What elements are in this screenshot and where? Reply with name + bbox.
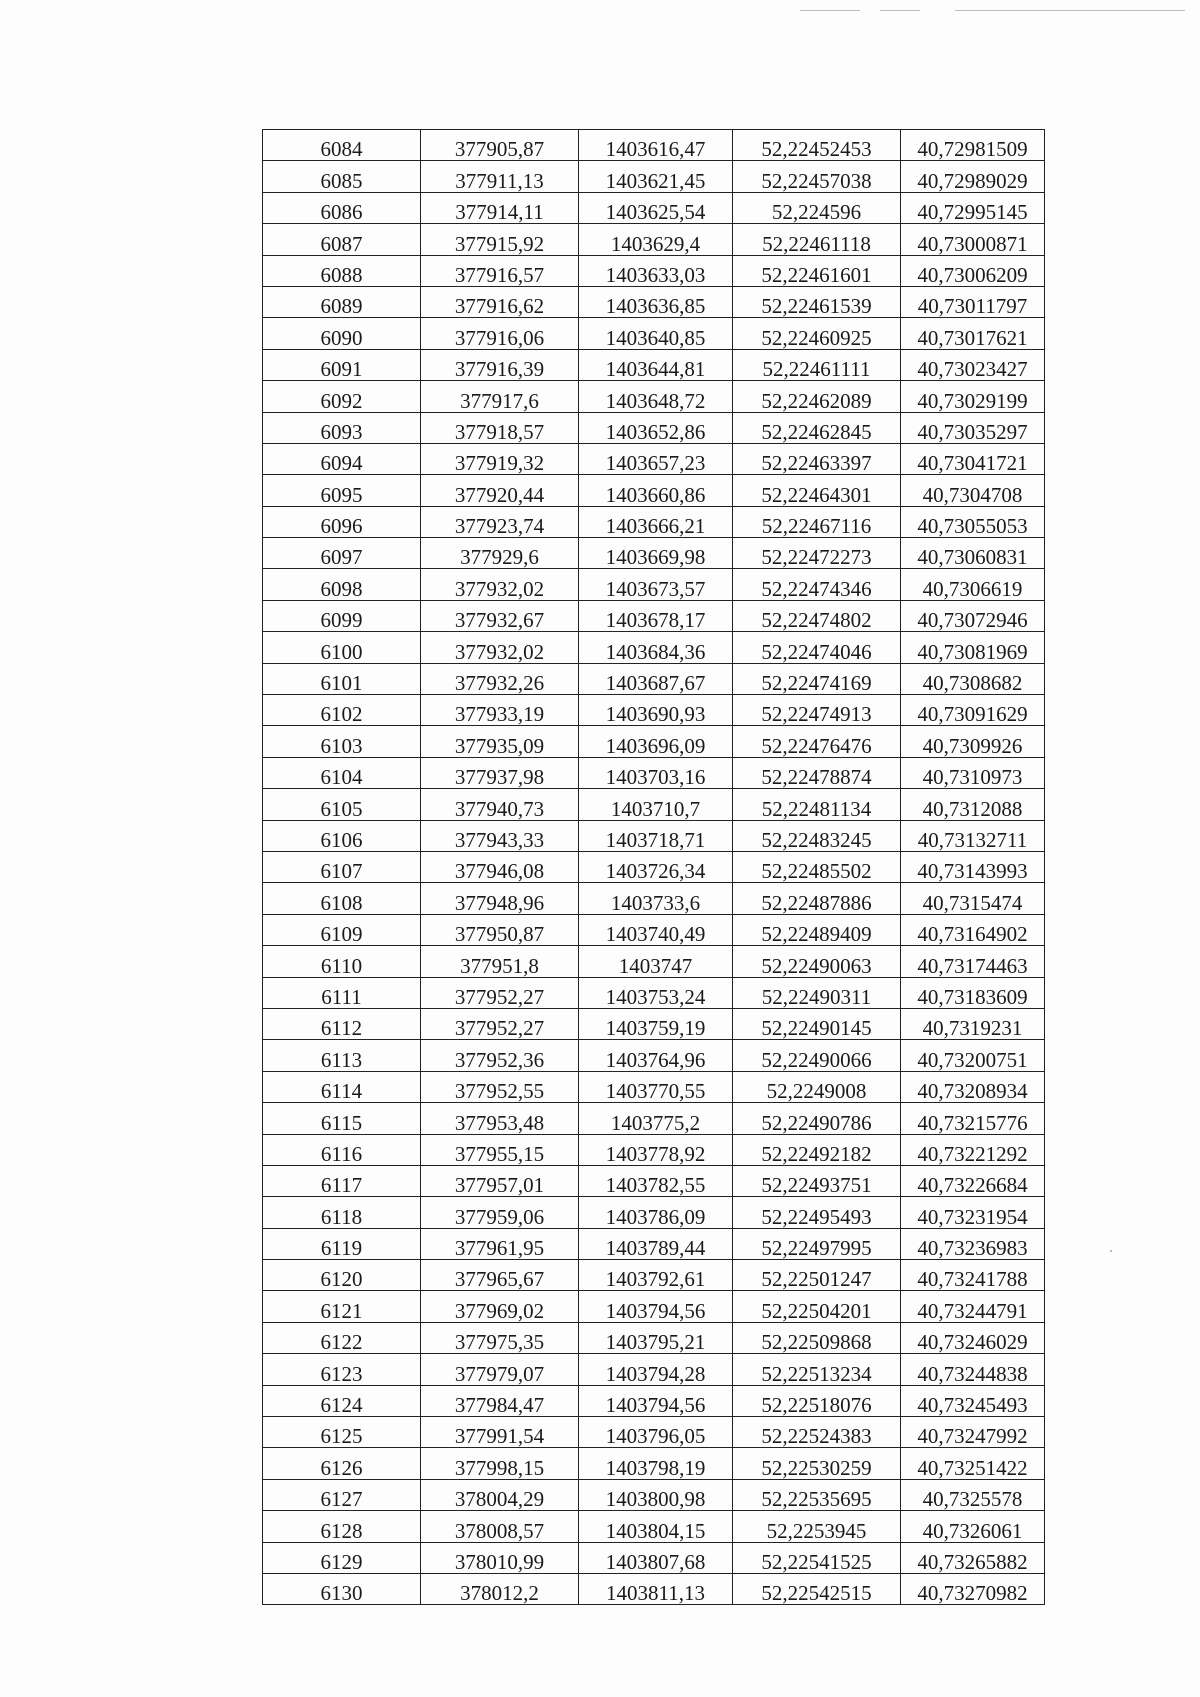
point-number-cell: 6111: [263, 977, 421, 1008]
table-row: [263, 1479, 1045, 1510]
longitude-cell: 40,73143993: [901, 851, 1045, 882]
longitude-cell: 40,73208934: [901, 1071, 1045, 1102]
y-coordinate-cell: 1403621,45: [579, 161, 733, 192]
table-row: [263, 161, 1045, 192]
table-row: [263, 1448, 1045, 1479]
x-coordinate-cell: 377932,67: [421, 600, 579, 631]
y-coordinate-cell: 1403775,2: [579, 1103, 733, 1134]
latitude-cell: 52,22474046: [733, 632, 901, 663]
x-coordinate-cell: 377916,06: [421, 318, 579, 349]
y-coordinate-cell: 1403710,7: [579, 789, 733, 820]
y-coordinate-cell: 1403652,86: [579, 412, 733, 443]
y-coordinate-cell: 1403794,56: [579, 1385, 733, 1416]
x-coordinate-cell: 377961,95: [421, 1228, 579, 1259]
point-number-cell: 6120: [263, 1260, 421, 1291]
point-number-cell: 6106: [263, 820, 421, 851]
table-row: [263, 192, 1045, 223]
table-row: [263, 789, 1045, 820]
x-coordinate-cell: 377952,27: [421, 977, 579, 1008]
table-row: [263, 1542, 1045, 1573]
longitude-cell: 40,72989029: [901, 161, 1045, 192]
latitude-cell: 52,22483245: [733, 820, 901, 851]
x-coordinate-cell: 377965,67: [421, 1260, 579, 1291]
y-coordinate-cell: 1403703,16: [579, 757, 733, 788]
x-coordinate-cell: 377935,09: [421, 726, 579, 757]
point-number-cell: 6126: [263, 1448, 421, 1479]
longitude-cell: 40,73055053: [901, 506, 1045, 537]
longitude-cell: 40,73006209: [901, 255, 1045, 286]
longitude-cell: 40,73174463: [901, 946, 1045, 977]
longitude-cell: 40,73231954: [901, 1197, 1045, 1228]
latitude-cell: 52,22541525: [733, 1542, 901, 1573]
point-number-cell: 6101: [263, 663, 421, 694]
latitude-cell: 52,22487886: [733, 883, 901, 914]
latitude-cell: 52,22513234: [733, 1354, 901, 1385]
point-number-cell: 6096: [263, 506, 421, 537]
latitude-cell: 52,22497995: [733, 1228, 901, 1259]
table-row: [263, 381, 1045, 412]
table-row: [263, 1134, 1045, 1165]
point-number-cell: 6105: [263, 789, 421, 820]
y-coordinate-cell: 1403673,57: [579, 569, 733, 600]
y-coordinate-cell: 1403633,03: [579, 255, 733, 286]
y-coordinate-cell: 1403648,72: [579, 381, 733, 412]
point-number-cell: 6128: [263, 1511, 421, 1542]
latitude-cell: 52,22474346: [733, 569, 901, 600]
x-coordinate-cell: 377953,48: [421, 1103, 579, 1134]
point-number-cell: 6127: [263, 1479, 421, 1510]
x-coordinate-cell: 378004,29: [421, 1479, 579, 1510]
latitude-cell: 52,22489409: [733, 914, 901, 945]
latitude-cell: 52,22485502: [733, 851, 901, 882]
y-coordinate-cell: 1403794,56: [579, 1291, 733, 1322]
x-coordinate-cell: 377914,11: [421, 192, 579, 223]
longitude-cell: 40,73247992: [901, 1417, 1045, 1448]
y-coordinate-cell: 1403696,09: [579, 726, 733, 757]
x-coordinate-cell: 377950,87: [421, 914, 579, 945]
table-row: [263, 726, 1045, 757]
table-row: [263, 1385, 1045, 1416]
y-coordinate-cell: 1403669,98: [579, 538, 733, 569]
x-coordinate-cell: 377975,35: [421, 1322, 579, 1353]
y-coordinate-cell: 1403616,47: [579, 130, 733, 161]
y-coordinate-cell: 1403678,17: [579, 600, 733, 631]
y-coordinate-cell: 1403796,05: [579, 1417, 733, 1448]
latitude-cell: 52,22504201: [733, 1291, 901, 1322]
x-coordinate-cell: 377952,27: [421, 1008, 579, 1039]
x-coordinate-cell: 377955,15: [421, 1134, 579, 1165]
longitude-cell: 40,7326061: [901, 1511, 1045, 1542]
longitude-cell: 40,73245493: [901, 1385, 1045, 1416]
latitude-cell: 52,22464301: [733, 475, 901, 506]
y-coordinate-cell: 1403657,23: [579, 443, 733, 474]
table-row: [263, 1511, 1045, 1542]
point-number-cell: 6088: [263, 255, 421, 286]
y-coordinate-cell: 1403660,86: [579, 475, 733, 506]
latitude-cell: 52,22474913: [733, 695, 901, 726]
table-row: [263, 977, 1045, 1008]
y-coordinate-cell: 1403733,6: [579, 883, 733, 914]
x-coordinate-cell: 377969,02: [421, 1291, 579, 1322]
table-row: [263, 1040, 1045, 1071]
x-coordinate-cell: 377920,44: [421, 475, 579, 506]
point-number-cell: 6116: [263, 1134, 421, 1165]
longitude-cell: 40,7312088: [901, 789, 1045, 820]
latitude-cell: 52,22490063: [733, 946, 901, 977]
table-row: [263, 506, 1045, 537]
point-number-cell: 6087: [263, 224, 421, 255]
y-coordinate-cell: 1403782,55: [579, 1165, 733, 1196]
longitude-cell: 40,73226684: [901, 1165, 1045, 1196]
latitude-cell: 52,22474802: [733, 600, 901, 631]
point-number-cell: 6093: [263, 412, 421, 443]
point-number-cell: 6119: [263, 1228, 421, 1259]
x-coordinate-cell: 377984,47: [421, 1385, 579, 1416]
x-coordinate-cell: 378008,57: [421, 1511, 579, 1542]
longitude-cell: 40,73221292: [901, 1134, 1045, 1165]
point-number-cell: 6110: [263, 946, 421, 977]
x-coordinate-cell: 377943,33: [421, 820, 579, 851]
x-coordinate-cell: 378012,2: [421, 1573, 579, 1604]
longitude-cell: 40,73041721: [901, 443, 1045, 474]
y-coordinate-cell: 1403811,13: [579, 1573, 733, 1604]
scan-mark: [1110, 1250, 1112, 1252]
point-number-cell: 6099: [263, 600, 421, 631]
point-number-cell: 6094: [263, 443, 421, 474]
coordinates-table-body: [263, 130, 1045, 1605]
x-coordinate-cell: 377933,19: [421, 695, 579, 726]
latitude-cell: 52,22490311: [733, 977, 901, 1008]
longitude-cell: 40,73164902: [901, 914, 1045, 945]
longitude-cell: 40,7304708: [901, 475, 1045, 506]
latitude-cell: 52,22476476: [733, 726, 901, 757]
latitude-cell: 52,22478874: [733, 757, 901, 788]
x-coordinate-cell: 377948,96: [421, 883, 579, 914]
x-coordinate-cell: 377957,01: [421, 1165, 579, 1196]
scan-mark: [800, 10, 860, 11]
table-row: [263, 1573, 1045, 1604]
longitude-cell: 40,72995145: [901, 192, 1045, 223]
latitude-cell: 52,22509868: [733, 1322, 901, 1353]
x-coordinate-cell: 377940,73: [421, 789, 579, 820]
y-coordinate-cell: 1403764,96: [579, 1040, 733, 1071]
longitude-cell: 40,73244838: [901, 1354, 1045, 1385]
y-coordinate-cell: 1403795,21: [579, 1322, 733, 1353]
table-row: [263, 569, 1045, 600]
longitude-cell: 40,7306619: [901, 569, 1045, 600]
x-coordinate-cell: 377917,6: [421, 381, 579, 412]
point-number-cell: 6089: [263, 286, 421, 317]
point-number-cell: 6097: [263, 538, 421, 569]
x-coordinate-cell: 377932,26: [421, 663, 579, 694]
latitude-cell: 52,22457038: [733, 161, 901, 192]
longitude-cell: 40,73244791: [901, 1291, 1045, 1322]
table-row: [263, 1417, 1045, 1448]
point-number-cell: 6090: [263, 318, 421, 349]
y-coordinate-cell: 1403800,98: [579, 1479, 733, 1510]
longitude-cell: 40,7309926: [901, 726, 1045, 757]
table-row: [263, 1103, 1045, 1134]
longitude-cell: 40,73023427: [901, 349, 1045, 380]
point-number-cell: 6104: [263, 757, 421, 788]
y-coordinate-cell: 1403740,49: [579, 914, 733, 945]
latitude-cell: 52,22463397: [733, 443, 901, 474]
table-row: [263, 286, 1045, 317]
scan-mark: [955, 10, 1185, 11]
table-row: [263, 695, 1045, 726]
table-row: [263, 757, 1045, 788]
latitude-cell: 52,224596: [733, 192, 901, 223]
scan-mark: [880, 10, 920, 11]
table-row: [263, 538, 1045, 569]
latitude-cell: 52,22542515: [733, 1573, 901, 1604]
table-row: [263, 663, 1045, 694]
point-number-cell: 6117: [263, 1165, 421, 1196]
point-number-cell: 6125: [263, 1417, 421, 1448]
table-row: [263, 224, 1045, 255]
longitude-cell: 40,73091629: [901, 695, 1045, 726]
y-coordinate-cell: 1403804,15: [579, 1511, 733, 1542]
latitude-cell: 52,22452453: [733, 130, 901, 161]
point-number-cell: 6086: [263, 192, 421, 223]
x-coordinate-cell: 377952,36: [421, 1040, 579, 1071]
point-number-cell: 6095: [263, 475, 421, 506]
point-number-cell: 6115: [263, 1103, 421, 1134]
point-number-cell: 6091: [263, 349, 421, 380]
table-row: [263, 1354, 1045, 1385]
x-coordinate-cell: 377959,06: [421, 1197, 579, 1228]
table-row: [263, 1322, 1045, 1353]
x-coordinate-cell: 377932,02: [421, 569, 579, 600]
longitude-cell: 40,73060831: [901, 538, 1045, 569]
y-coordinate-cell: 1403770,55: [579, 1071, 733, 1102]
y-coordinate-cell: 1403726,34: [579, 851, 733, 882]
y-coordinate-cell: 1403786,09: [579, 1197, 733, 1228]
latitude-cell: 52,2249008: [733, 1071, 901, 1102]
latitude-cell: 52,22462845: [733, 412, 901, 443]
longitude-cell: 40,73132711: [901, 820, 1045, 851]
point-number-cell: 6098: [263, 569, 421, 600]
latitude-cell: 52,22462089: [733, 381, 901, 412]
x-coordinate-cell: 377991,54: [421, 1417, 579, 1448]
longitude-cell: 40,7319231: [901, 1008, 1045, 1039]
y-coordinate-cell: 1403794,28: [579, 1354, 733, 1385]
point-number-cell: 6109: [263, 914, 421, 945]
table-row: [263, 130, 1045, 161]
longitude-cell: 40,73265882: [901, 1542, 1045, 1573]
latitude-cell: 52,22461601: [733, 255, 901, 286]
point-number-cell: 6085: [263, 161, 421, 192]
latitude-cell: 52,22467116: [733, 506, 901, 537]
latitude-cell: 52,22530259: [733, 1448, 901, 1479]
table-row: [263, 1291, 1045, 1322]
table-row: [263, 883, 1045, 914]
longitude-cell: 40,73200751: [901, 1040, 1045, 1071]
longitude-cell: 40,7315474: [901, 883, 1045, 914]
latitude-cell: 52,22535695: [733, 1479, 901, 1510]
table-row: [263, 851, 1045, 882]
x-coordinate-cell: 377998,15: [421, 1448, 579, 1479]
point-number-cell: 6130: [263, 1573, 421, 1604]
y-coordinate-cell: 1403792,61: [579, 1260, 733, 1291]
latitude-cell: 52,22501247: [733, 1260, 901, 1291]
longitude-cell: 40,73270982: [901, 1573, 1045, 1604]
x-coordinate-cell: 377946,08: [421, 851, 579, 882]
point-number-cell: 6129: [263, 1542, 421, 1573]
y-coordinate-cell: 1403636,85: [579, 286, 733, 317]
point-number-cell: 6112: [263, 1008, 421, 1039]
table-row: [263, 1260, 1045, 1291]
table-row: [263, 1008, 1045, 1039]
point-number-cell: 6102: [263, 695, 421, 726]
latitude-cell: 52,22460925: [733, 318, 901, 349]
x-coordinate-cell: 377916,57: [421, 255, 579, 286]
latitude-cell: 52,22518076: [733, 1385, 901, 1416]
latitude-cell: 52,2253945: [733, 1511, 901, 1542]
y-coordinate-cell: 1403625,54: [579, 192, 733, 223]
longitude-cell: 40,7308682: [901, 663, 1045, 694]
latitude-cell: 52,22474169: [733, 663, 901, 694]
table-row: [263, 914, 1045, 945]
y-coordinate-cell: 1403778,92: [579, 1134, 733, 1165]
x-coordinate-cell: 377916,62: [421, 286, 579, 317]
x-coordinate-cell: 377915,92: [421, 224, 579, 255]
x-coordinate-cell: 377929,6: [421, 538, 579, 569]
y-coordinate-cell: 1403753,24: [579, 977, 733, 1008]
latitude-cell: 52,22524383: [733, 1417, 901, 1448]
table-row: [263, 318, 1045, 349]
point-number-cell: 6107: [263, 851, 421, 882]
y-coordinate-cell: 1403684,36: [579, 632, 733, 663]
table-row: [263, 1197, 1045, 1228]
y-coordinate-cell: 1403798,19: [579, 1448, 733, 1479]
y-coordinate-cell: 1403640,85: [579, 318, 733, 349]
longitude-cell: 40,73011797: [901, 286, 1045, 317]
longitude-cell: 40,73251422: [901, 1448, 1045, 1479]
point-number-cell: 6108: [263, 883, 421, 914]
x-coordinate-cell: 377932,02: [421, 632, 579, 663]
point-number-cell: 6103: [263, 726, 421, 757]
y-coordinate-cell: 1403747: [579, 946, 733, 977]
y-coordinate-cell: 1403644,81: [579, 349, 733, 380]
longitude-cell: 40,73017621: [901, 318, 1045, 349]
x-coordinate-cell: 377952,55: [421, 1071, 579, 1102]
longitude-cell: 40,73081969: [901, 632, 1045, 663]
x-coordinate-cell: 377911,13: [421, 161, 579, 192]
table-row: [263, 600, 1045, 631]
y-coordinate-cell: 1403807,68: [579, 1542, 733, 1573]
table-row: [263, 255, 1045, 286]
latitude-cell: 52,22495493: [733, 1197, 901, 1228]
latitude-cell: 52,22481134: [733, 789, 901, 820]
longitude-cell: 40,73241788: [901, 1260, 1045, 1291]
y-coordinate-cell: 1403759,19: [579, 1008, 733, 1039]
table-row: [263, 1228, 1045, 1259]
latitude-cell: 52,22490786: [733, 1103, 901, 1134]
latitude-cell: 52,22492182: [733, 1134, 901, 1165]
longitude-cell: 40,72981509: [901, 130, 1045, 161]
x-coordinate-cell: 377923,74: [421, 506, 579, 537]
latitude-cell: 52,22461118: [733, 224, 901, 255]
longitude-cell: 40,7310973: [901, 757, 1045, 788]
longitude-cell: 40,73183609: [901, 977, 1045, 1008]
y-coordinate-cell: 1403718,71: [579, 820, 733, 851]
x-coordinate-cell: 377916,39: [421, 349, 579, 380]
y-coordinate-cell: 1403789,44: [579, 1228, 733, 1259]
x-coordinate-cell: 377919,32: [421, 443, 579, 474]
point-number-cell: 6084: [263, 130, 421, 161]
longitude-cell: 40,73215776: [901, 1103, 1045, 1134]
x-coordinate-cell: 377905,87: [421, 130, 579, 161]
y-coordinate-cell: 1403687,67: [579, 663, 733, 694]
latitude-cell: 52,22490145: [733, 1008, 901, 1039]
table-row: [263, 946, 1045, 977]
latitude-cell: 52,22461539: [733, 286, 901, 317]
longitude-cell: 40,73246029: [901, 1322, 1045, 1353]
longitude-cell: 40,73029199: [901, 381, 1045, 412]
point-number-cell: 6118: [263, 1197, 421, 1228]
table-row: [263, 349, 1045, 380]
longitude-cell: 40,7325578: [901, 1479, 1045, 1510]
latitude-cell: 52,22461111: [733, 349, 901, 380]
latitude-cell: 52,22490066: [733, 1040, 901, 1071]
table-row: [263, 475, 1045, 506]
y-coordinate-cell: 1403629,4: [579, 224, 733, 255]
table-row: [263, 1071, 1045, 1102]
point-number-cell: 6121: [263, 1291, 421, 1322]
table-row: [263, 1165, 1045, 1196]
y-coordinate-cell: 1403690,93: [579, 695, 733, 726]
longitude-cell: 40,73035297: [901, 412, 1045, 443]
point-number-cell: 6124: [263, 1385, 421, 1416]
latitude-cell: 52,22472273: [733, 538, 901, 569]
point-number-cell: 6100: [263, 632, 421, 663]
table-row: [263, 412, 1045, 443]
x-coordinate-cell: 378010,99: [421, 1542, 579, 1573]
y-coordinate-cell: 1403666,21: [579, 506, 733, 537]
x-coordinate-cell: 377918,57: [421, 412, 579, 443]
latitude-cell: 52,22493751: [733, 1165, 901, 1196]
point-number-cell: 6114: [263, 1071, 421, 1102]
point-number-cell: 6092: [263, 381, 421, 412]
x-coordinate-cell: 377937,98: [421, 757, 579, 788]
table-row: [263, 632, 1045, 663]
table-row: [263, 820, 1045, 851]
point-number-cell: 6123: [263, 1354, 421, 1385]
point-number-cell: 6122: [263, 1322, 421, 1353]
coordinates-table: [262, 129, 1045, 1605]
table-row: [263, 443, 1045, 474]
longitude-cell: 40,73236983: [901, 1228, 1045, 1259]
point-number-cell: 6113: [263, 1040, 421, 1071]
x-coordinate-cell: 377979,07: [421, 1354, 579, 1385]
longitude-cell: 40,73072946: [901, 600, 1045, 631]
x-coordinate-cell: 377951,8: [421, 946, 579, 977]
longitude-cell: 40,73000871: [901, 224, 1045, 255]
